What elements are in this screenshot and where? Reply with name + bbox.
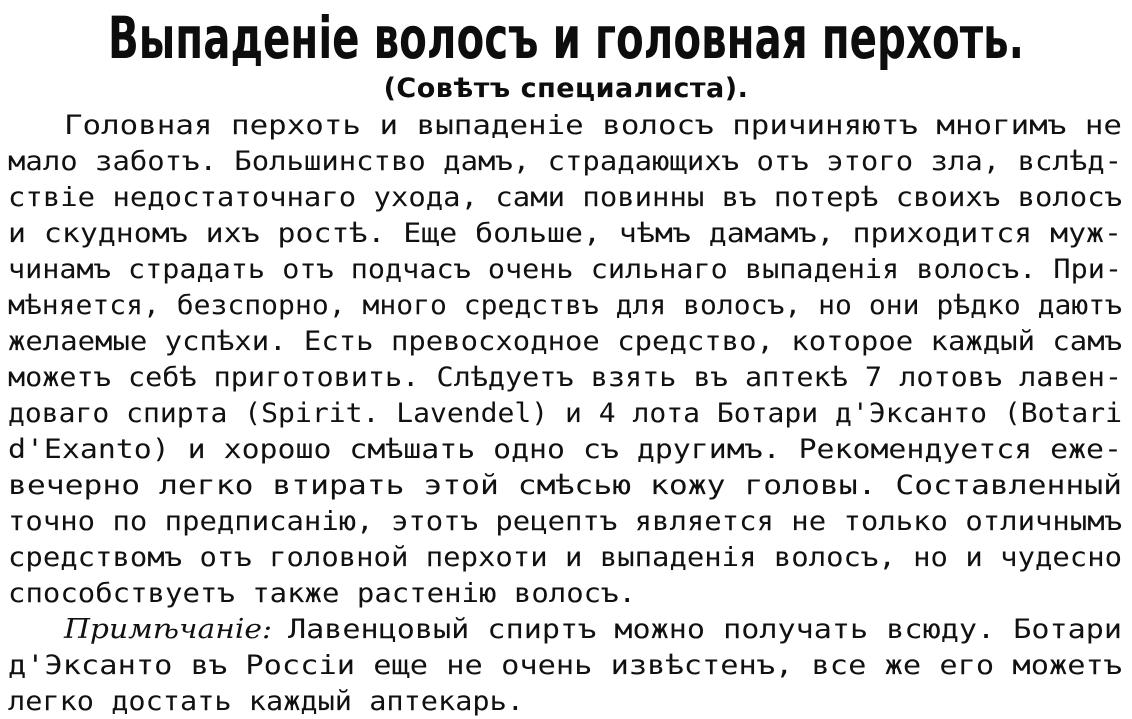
body-line-text: Головная перхоть и выпаденіе волосъ причиняютъ многимъ не	[64, 110, 1122, 141]
body-line-text: доваго спирта (Spirit. Lavendel) и 4 лота Ботари д'Эксанто (Botari	[8, 398, 1123, 429]
body-line	[0, 574, 1132, 611]
body-line	[0, 502, 1132, 539]
body-line	[0, 466, 1132, 503]
note-line	[0, 682, 1132, 719]
body-line	[0, 358, 1132, 395]
body-line-text: и скудномъ ихъ ростѣ. Еще больше, чѣмъ дамамъ, приходится муж-	[8, 218, 1122, 249]
note-line	[0, 610, 1132, 647]
body-line-text: мѣняется, безспорно, много средствъ для волосъ, но они рѣдко даютъ	[8, 290, 1123, 321]
note-line-text: д'Эксанто въ Россіи еще не очень извѣстенъ, все же его можетъ	[8, 650, 1122, 681]
article-title	[0, 0, 1132, 78]
body-line-text: d'Exanto) и хорошо смѣшать одно съ другимъ. Рекомендуется еже-	[8, 434, 1122, 465]
body-line	[0, 214, 1132, 251]
note-line-text: легко достать каждый аптекарь.	[8, 686, 524, 717]
article-title-text: Выпаденіе волосъ и головная перхоть.	[108, 4, 1024, 72]
body-line	[0, 394, 1132, 431]
body-line-text: чинамъ страдать отъ подчасъ очень сильнаго выпаденія волосъ. При-	[8, 254, 1122, 285]
body-line-text: способствуетъ также растенію волосъ.	[8, 578, 636, 609]
note-line-text: Лавенцовый спиртъ можно получать всюду. Ботари	[288, 614, 1122, 645]
body-line-text: мало заботъ. Большинство дамъ, страдающихъ отъ этого зла, вслѣд-	[8, 146, 1122, 177]
body-line	[0, 106, 1132, 143]
body-line	[0, 430, 1132, 467]
body-line	[0, 322, 1132, 359]
body-line	[0, 286, 1132, 323]
body-line-text: желаемые успѣхи. Есть превосходное средство, которое каждый самъ	[8, 326, 1122, 357]
body-line-text: вечерно легко втирать этой смѣсью кожу головы. Составленный	[8, 470, 1122, 501]
article-subtitle: (Совѣтъ специалиста).	[383, 73, 749, 104]
body-line	[0, 250, 1132, 287]
body-line-text: можетъ себѣ приготовить. Слѣдуетъ взять въ аптекѣ 7 лотовъ лавен-	[8, 362, 1122, 393]
body-line-text: ствіе недостаточнаго ухода, сами повинны въ потерѣ своихъ волосъ	[8, 182, 1122, 213]
body-line-text: средствомъ отъ головной перхоти и выпаденія волосъ, но и чудесно	[8, 542, 1122, 573]
body-line	[0, 142, 1132, 179]
body-line-text: точно по предписанію, этотъ рецептъ является не только отличнымъ	[8, 506, 1122, 537]
body-line	[0, 538, 1132, 575]
body-line	[0, 178, 1132, 215]
note-line	[0, 646, 1132, 683]
note-label: Примѣчаніе:	[62, 614, 272, 645]
